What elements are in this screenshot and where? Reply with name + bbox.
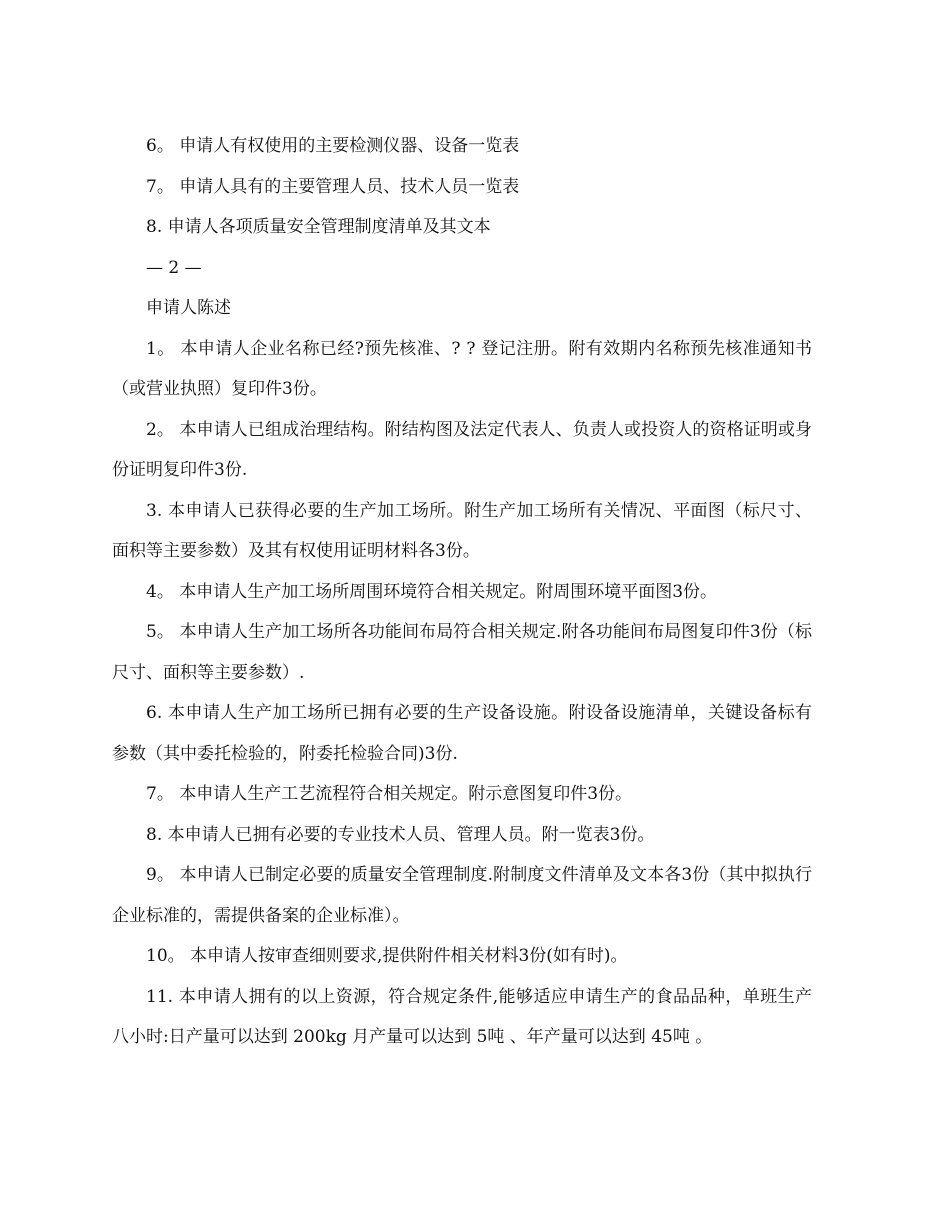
statement-item-2: 2。 本申请人已组成治理结构。附结构图及法定代表人、负责人或投资人的资格证明或身份证明复印件3份.	[112, 419, 812, 480]
statement-item-4: 4。 本申请人生产加工场所周围环境符合相关规定。附周围环境平面图3份。	[146, 581, 718, 602]
statement-item-6: 6. 本申请人生产加工场所已拥有必要的生产设备设施。附设备设施清单，关键设备标有参数（其中委托检验的，附委托检验合同)3份.	[112, 703, 812, 764]
document-body	[112, 126, 812, 1058]
statement-item-5: 5。 本申请人生产加工场所各功能间布局符合相关规定.附各功能间布局图复印件3份（标尺寸、面积等主要参数）.	[112, 622, 812, 683]
statement-item-11: 11. 本申请人拥有的以上资源，符合规定条件,能够适应申请生产的食品品种，单班生产八小时:日产量可以达到 200kg 月产量可以达到 5吨 、年产量可以达到 45吨 。	[112, 986, 812, 1047]
statement-item-8: 8. 本申请人已拥有必要的专业技术人员、管理人员。附一览表3份。	[146, 824, 655, 845]
statement-item-1: 1。 本申请人企业名称已经?预先核准、? ? 登记注册。附有效期内名称预先核准通知书（或营业执照）复印件3份。	[112, 338, 812, 399]
statement-item-10: 10。 本申请人按审查细则要求,提供附件相关材料3份(如有时)。	[146, 946, 628, 966]
statement-item-3: 3. 本申请人已获得必要的生产加工场所。附生产加工场所有关情况、平面图（标尺寸、面积等主要参数）及其有权使用证明材料各3份。	[112, 500, 812, 561]
statement-item-7: 7。 本申请人生产工艺流程符合相关规定。附示意图复印件3份。	[146, 784, 633, 804]
statement-title: 申请人陈述	[146, 298, 231, 318]
material-list-item-8: 8. 申请人各项质量安全管理制度清单及其文本	[146, 217, 491, 237]
material-list-item-7: 7。 申请人具有的主要管理人员、技术人员一览表	[146, 176, 520, 197]
material-list-item-6: 6。 申请人有权使用的主要检测仪器、设备一览表	[146, 136, 520, 156]
page-number: — 2 —	[146, 257, 202, 278]
statement-item-9: 9。 本申请人已制定必要的质量安全管理制度.附制度文件清单及文本各3份（其中拟执行企业标准的，需提供备案的企业标准）。	[112, 865, 812, 926]
